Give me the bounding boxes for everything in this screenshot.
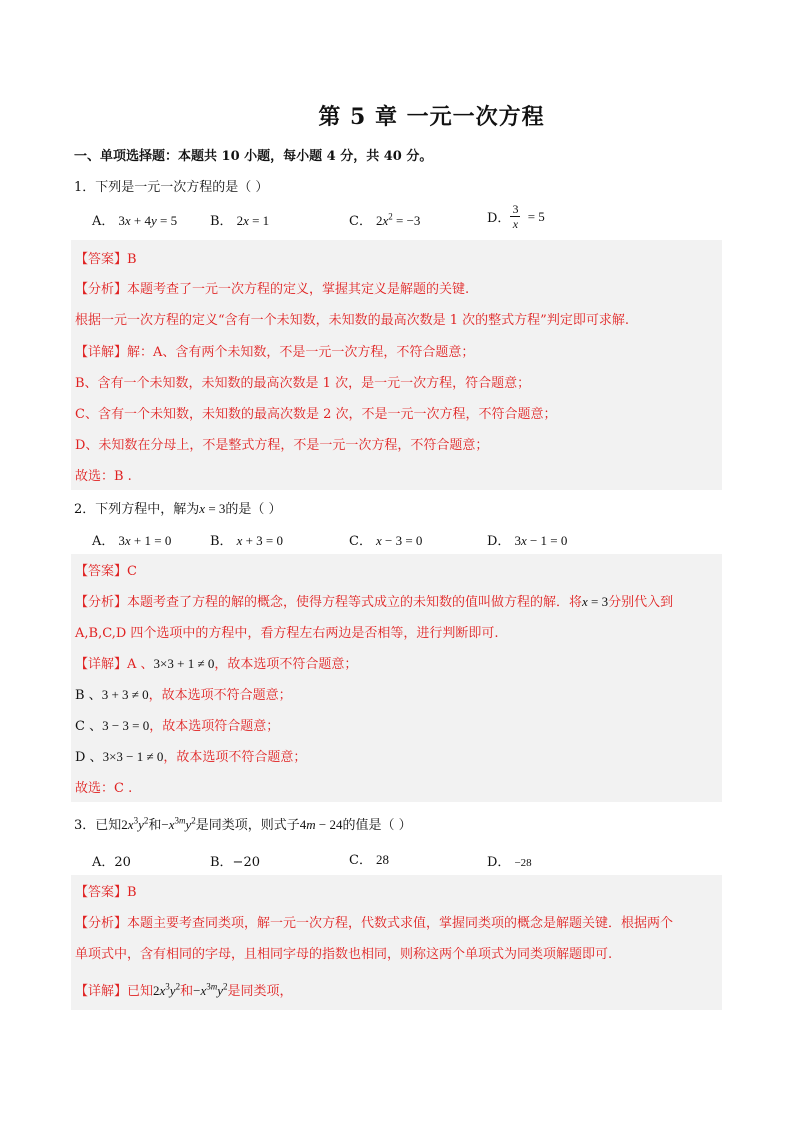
q2-option-c-label: C． xyxy=(349,534,372,549)
q1-option-d xyxy=(487,202,545,231)
q1-option-b xyxy=(210,210,269,229)
q3-option-d-value: −28 xyxy=(514,857,532,869)
q2-option-d-label: D． xyxy=(487,534,511,549)
q3-detail-post: 是同类项， xyxy=(227,984,293,999)
q2-detail-a-pre: 【详解】A 、 xyxy=(75,657,154,672)
q2-option-d xyxy=(487,530,567,549)
q2-detail-b xyxy=(75,684,292,703)
q2-detail-c-post: ，故本选项符合题意； xyxy=(149,719,280,734)
q3-detail-mid: 和 xyxy=(180,984,194,999)
q2-detail-b-pre: B 、 xyxy=(75,688,102,703)
q3-answer-box xyxy=(71,875,722,1010)
q2-analysis-1-post: 分别代入到 xyxy=(608,595,674,610)
q2-stem-expr: x = 3 xyxy=(199,501,226,516)
q3-stem-expr: 4m − 24 xyxy=(299,817,343,832)
q3-option-a: A．20 xyxy=(92,855,131,870)
q1-option-c-expr: $2x^2 = -3$ xyxy=(375,211,421,228)
q2-option-a xyxy=(92,530,171,549)
q2-analysis-1-pre: 【分析】本题考查了方程的解的概念，使得方程等式成立的未知数的值叫做方程的解．将 xyxy=(75,595,583,610)
q2-detail-d-post: ，故本选项不符合题意； xyxy=(163,750,307,765)
q1-option-d-label: D． xyxy=(487,211,511,226)
q3-option-b: B．−20 xyxy=(210,855,260,870)
q2-detail-c xyxy=(75,715,279,734)
q3-option-c-label: C． xyxy=(349,853,372,868)
q2-detail-d-expr: 3×3 − 1 ≠ 0 xyxy=(102,749,164,764)
q2-option-b-expr: x + 3 = 0 xyxy=(236,533,284,548)
q3-detail-term-1: $2x^3y^2$ xyxy=(153,981,181,998)
q1-answer-box xyxy=(71,240,722,490)
q2-option-c-expr: x − 3 = 0 xyxy=(375,533,423,548)
section-heading: 一、单项选择题：本题共 10 小题，每小题 4 分，共 40 分。 xyxy=(74,149,433,164)
q2-detail-a-post: ，故本选项不符合题意； xyxy=(214,657,358,672)
q3-stem-mid-2: 是同类项，则式子 xyxy=(195,818,300,833)
q2-option-c xyxy=(349,530,422,549)
q1-analysis-1: 【分析】本题考查了一元一次方程的定义，掌握其定义是解题的关键. xyxy=(75,282,470,297)
q2-choice: 故选：C . xyxy=(75,781,133,796)
q2-analysis-1 xyxy=(75,591,673,610)
q3-detail xyxy=(75,980,293,999)
q1-detail-3: C、含有一个未知数，未知数的最高次数是 2 次，不是一元一次方程，不符合题意； xyxy=(75,407,557,422)
q3-option-d-label: D． xyxy=(487,855,511,870)
q1-option-b-expr: 2x = 1 xyxy=(236,213,270,228)
q3-stem-term-2: $-x^{3m}y^2$ xyxy=(161,815,196,832)
q3-detail-pre: 【详解】已知 xyxy=(75,984,154,999)
q1-option-a-label: A． xyxy=(92,214,115,229)
q1-option-d-rhs: = 5 xyxy=(524,208,545,224)
page-title: 第 5 章 一元一次方程 xyxy=(318,104,545,130)
q1-detail-2: B、含有一个未知数，未知数的最高次数是 1 次，是一元一次方程，符合题意； xyxy=(75,376,531,391)
q2-detail-d xyxy=(75,746,306,765)
q3-option-c-value: 28 xyxy=(375,852,389,867)
q3-option-c xyxy=(349,849,389,868)
q2-detail-b-post: ，故本选项不符合题意； xyxy=(148,688,292,703)
q1-answer: 【答案】B xyxy=(75,252,137,267)
question-1-stem: 1．下列是一元一次方程的是（ ） xyxy=(74,180,269,195)
question-2-stem xyxy=(74,498,282,517)
q3-analysis-2: 单项式中，含有相同的字母，且相同字母的指数也相同，则称这两个单项式为同类项解题即可. xyxy=(75,947,613,962)
q3-stem-term-1: $2x^3y^2$ xyxy=(121,815,149,832)
q2-detail-c-pre: C 、 xyxy=(75,719,103,734)
q2-detail-c-expr: 3 − 3 = 0 xyxy=(102,718,150,733)
q1-analysis-2: 根据一元一次方程的定义“含有一个未知数，未知数的最高次数是 1 次的整式方程”判定即可求解. xyxy=(75,313,629,328)
q1-option-c-label: C． xyxy=(349,214,372,229)
q1-detail-4: D、未知数在分母上，不是整式方程，不是一元一次方程，不符合题意； xyxy=(75,438,489,453)
q3-detail-term-2: $-x^{3m}y^2$ xyxy=(193,981,228,998)
q3-stem-pre: 3．已知 xyxy=(74,818,122,833)
q2-detail-d-pre: D 、 xyxy=(75,750,103,765)
q1-choice: 故选：B . xyxy=(75,469,132,484)
q2-option-b-label: B． xyxy=(210,534,233,549)
q2-detail-a-expr: 3×3 + 1 ≠ 0 xyxy=(153,656,215,671)
q3-answer: 【答案】B xyxy=(75,885,137,900)
q2-analysis-1-expr: x = 3 xyxy=(582,594,609,609)
q2-stem-pre: 2．下列方程中，解为 xyxy=(74,502,200,517)
q2-answer: 【答案】C xyxy=(75,564,137,579)
q2-detail-b-expr: 3 + 3 ≠ 0 xyxy=(101,687,149,702)
q2-option-b xyxy=(210,530,283,549)
q2-detail-a xyxy=(75,653,357,672)
q1-option-d-fraction: $\frac{3}{x}$ xyxy=(512,202,519,231)
q2-option-d-expr: 3x − 1 = 0 xyxy=(514,533,568,548)
q2-option-a-label: A． xyxy=(92,534,115,549)
q3-option-d xyxy=(487,851,532,870)
q2-stem-post: 的是（ ） xyxy=(225,502,282,517)
q1-option-a-expr: 3x + 4y = 5 xyxy=(118,213,178,228)
q3-stem-post: 的值是（ ） xyxy=(342,818,412,833)
q2-answer-box xyxy=(71,554,722,802)
question-3-stem xyxy=(74,814,412,833)
q2-option-a-expr: 3x + 1 = 0 xyxy=(118,533,172,548)
q2-analysis-2: A,B,C,D 四个选项中的方程中，看方程左右两边是否相等，进行判断即可. xyxy=(75,626,499,641)
q1-detail-1: 【详解】解：A、含有两个未知数，不是一元一次方程，不符合题意； xyxy=(75,345,475,360)
q1-option-a xyxy=(92,210,177,229)
q1-option-c xyxy=(349,210,420,229)
q3-stem-mid-1: 和 xyxy=(148,818,162,833)
q1-option-b-label: B． xyxy=(210,214,233,229)
q3-analysis-1: 【分析】本题主要考查同类项，解一元一次方程，代数式求值，掌握同类项的概念是解题关键．根据两个 xyxy=(75,916,674,931)
